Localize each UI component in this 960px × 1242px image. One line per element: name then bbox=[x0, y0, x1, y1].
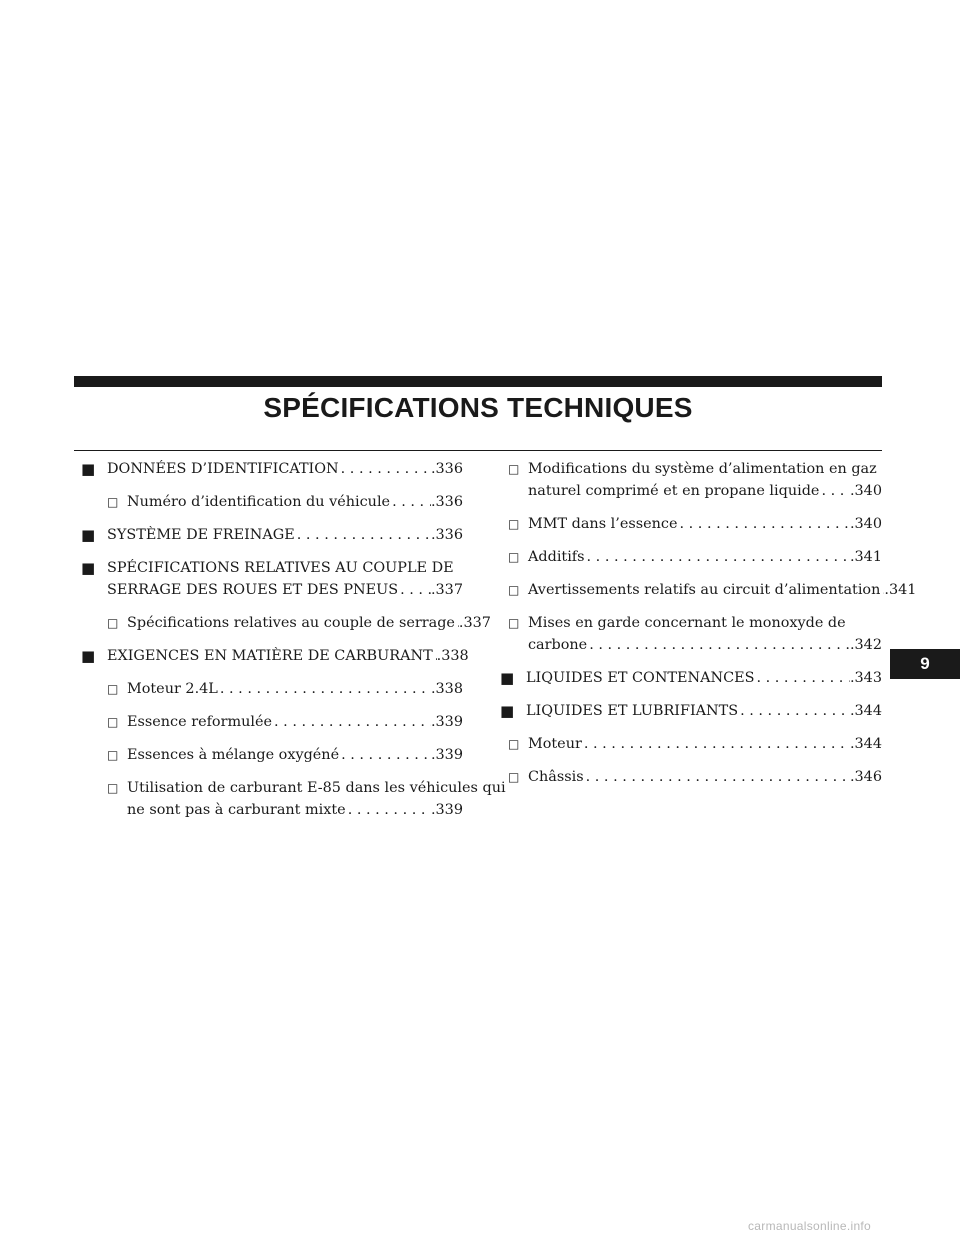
toc-page-number: .339 bbox=[430, 802, 463, 818]
page-title: SPÉCIFICATIONS TECHNIQUES bbox=[263, 392, 693, 423]
dot-leader bbox=[819, 480, 850, 502]
toc-entry[interactable] bbox=[81, 491, 463, 513]
dot-leader bbox=[585, 546, 850, 568]
toc-entry-title: Utilisation de carburant E-85 dans les véhicules qui bbox=[127, 780, 506, 796]
toc-page-number: .338 bbox=[430, 681, 463, 697]
toc-entry[interactable] bbox=[500, 612, 882, 656]
toc-entry[interactable] bbox=[81, 458, 463, 480]
toc-page-number: .341 bbox=[884, 582, 917, 598]
toc-entry[interactable] bbox=[500, 733, 882, 755]
toc-entry-title: naturel comprimé et en propane liquide bbox=[528, 483, 820, 499]
toc-page-number: .340 bbox=[849, 483, 882, 499]
toc-entry[interactable] bbox=[81, 612, 491, 634]
toc-page-number: .339 bbox=[430, 714, 463, 730]
toc-page-number: .341 bbox=[849, 549, 882, 565]
toc-entry[interactable] bbox=[81, 744, 463, 766]
toc-entry[interactable] bbox=[81, 645, 469, 667]
toc-entry-title: SYSTÈME DE FREINAGE bbox=[107, 527, 295, 543]
dot-leader bbox=[398, 579, 431, 601]
filled-square-bullet-icon: ■ bbox=[81, 526, 96, 544]
toc-entry-title: DONNÉES D’IDENTIFICATION bbox=[107, 461, 339, 477]
hollow-square-bullet-icon: □ bbox=[107, 495, 119, 509]
toc-entry-title: Numéro d’identification du véhicule bbox=[127, 494, 391, 510]
dot-leader bbox=[272, 711, 431, 733]
toc-entry[interactable] bbox=[81, 711, 463, 733]
toc-entry-title: Essences à mélange oxygéné bbox=[127, 747, 340, 763]
hollow-square-bullet-icon: □ bbox=[107, 781, 119, 795]
toc-page-number: .342 bbox=[849, 637, 882, 653]
toc-entry[interactable] bbox=[500, 579, 917, 601]
top-heavy-rule bbox=[74, 376, 882, 387]
filled-square-bullet-icon: ■ bbox=[81, 647, 96, 665]
dot-leader bbox=[584, 766, 850, 788]
toc-page-number: .346 bbox=[849, 769, 882, 785]
toc-page-number: .340 bbox=[849, 516, 882, 532]
hollow-square-bullet-icon: □ bbox=[107, 715, 119, 729]
toc-page-number: .339 bbox=[430, 747, 463, 763]
toc-left-column bbox=[81, 458, 506, 832]
toc-entry-title: Châssis bbox=[528, 769, 584, 785]
hollow-square-bullet-icon: □ bbox=[107, 748, 119, 762]
hollow-square-bullet-icon: □ bbox=[107, 682, 119, 696]
toc-page-number: .338 bbox=[436, 648, 469, 664]
hollow-square-bullet-icon: □ bbox=[508, 583, 520, 597]
dot-leader bbox=[346, 799, 431, 821]
hollow-square-bullet-icon: □ bbox=[508, 462, 520, 476]
toc-entry-title: Additifs bbox=[528, 549, 585, 565]
toc-entry-title: LIQUIDES ET CONTENANCES bbox=[526, 670, 755, 686]
dot-leader bbox=[390, 491, 431, 513]
dot-leader bbox=[339, 744, 431, 766]
toc-entry-title: LIQUIDES ET LUBRIFIANTS bbox=[526, 703, 739, 719]
title-underline bbox=[74, 450, 882, 451]
toc-entry-title: Essence reformulée bbox=[127, 714, 273, 730]
dot-leader bbox=[587, 634, 850, 656]
toc-entry[interactable] bbox=[500, 667, 882, 689]
dot-leader bbox=[295, 524, 431, 546]
toc-entry[interactable] bbox=[81, 777, 506, 821]
dot-leader bbox=[738, 700, 850, 722]
toc-entry[interactable] bbox=[81, 524, 463, 546]
toc-entry-title: Spécifications relatives au couple de serrage bbox=[127, 615, 455, 631]
toc-entry-title: Mises en garde concernant le monoxyde de bbox=[528, 615, 846, 631]
hollow-square-bullet-icon: □ bbox=[508, 550, 520, 564]
filled-square-bullet-icon: ■ bbox=[81, 559, 96, 577]
toc-entry-title: ne sont pas à carburant mixte bbox=[127, 802, 346, 818]
toc-page-number: .336 bbox=[430, 527, 463, 543]
toc-right-column bbox=[500, 458, 917, 799]
filled-square-bullet-icon: ■ bbox=[500, 669, 515, 687]
hollow-square-bullet-icon: □ bbox=[508, 770, 520, 784]
toc-entry-title: EXIGENCES EN MATIÈRE DE CARBURANT bbox=[107, 648, 433, 664]
hollow-square-bullet-icon: □ bbox=[508, 616, 520, 630]
toc-page-number: .337 bbox=[458, 615, 491, 631]
dot-leader bbox=[339, 458, 431, 480]
toc-page-number: .343 bbox=[849, 670, 882, 686]
hollow-square-bullet-icon: □ bbox=[107, 616, 119, 630]
dot-leader bbox=[754, 667, 849, 689]
filled-square-bullet-icon: ■ bbox=[500, 702, 515, 720]
toc-entry[interactable] bbox=[500, 766, 882, 788]
watermark: carmanualsonline.info bbox=[748, 1219, 872, 1233]
hollow-square-bullet-icon: □ bbox=[508, 517, 520, 531]
toc-entry[interactable] bbox=[500, 700, 882, 722]
dot-leader bbox=[218, 678, 431, 700]
toc-page-number: .344 bbox=[849, 703, 882, 719]
toc-entry-title: Moteur bbox=[528, 736, 582, 752]
toc-page-number: .336 bbox=[430, 494, 463, 510]
toc-entry-title: Avertissements relatifs au circuit d’alimentation bbox=[528, 582, 881, 598]
toc-entry-title: SPÉCIFICATIONS RELATIVES AU COUPLE DE bbox=[107, 560, 454, 576]
toc-entry-title: Modifications du système d’alimentation en gaz bbox=[528, 461, 877, 477]
filled-square-bullet-icon: ■ bbox=[81, 460, 96, 478]
toc-entry[interactable] bbox=[81, 557, 463, 601]
toc-entry-title: carbone bbox=[528, 637, 588, 653]
toc-entry-title: Moteur 2.4L bbox=[127, 681, 218, 697]
dot-leader bbox=[678, 513, 850, 535]
hollow-square-bullet-icon: □ bbox=[508, 737, 520, 751]
toc-entry[interactable] bbox=[500, 513, 882, 535]
toc-entry-title: MMT dans l’essence bbox=[528, 516, 678, 532]
toc-entry[interactable] bbox=[500, 458, 882, 502]
toc-entry[interactable] bbox=[81, 678, 463, 700]
toc-page-number: .344 bbox=[849, 736, 882, 752]
toc-entry[interactable] bbox=[500, 546, 882, 568]
toc-entry-title: SERRAGE DES ROUES ET DES PNEUS bbox=[107, 582, 399, 598]
toc-page-number: .337 bbox=[430, 582, 463, 598]
chapter-tab[interactable]: 9 bbox=[890, 649, 960, 679]
dot-leader bbox=[582, 733, 850, 755]
toc-page-number: .336 bbox=[430, 461, 463, 477]
